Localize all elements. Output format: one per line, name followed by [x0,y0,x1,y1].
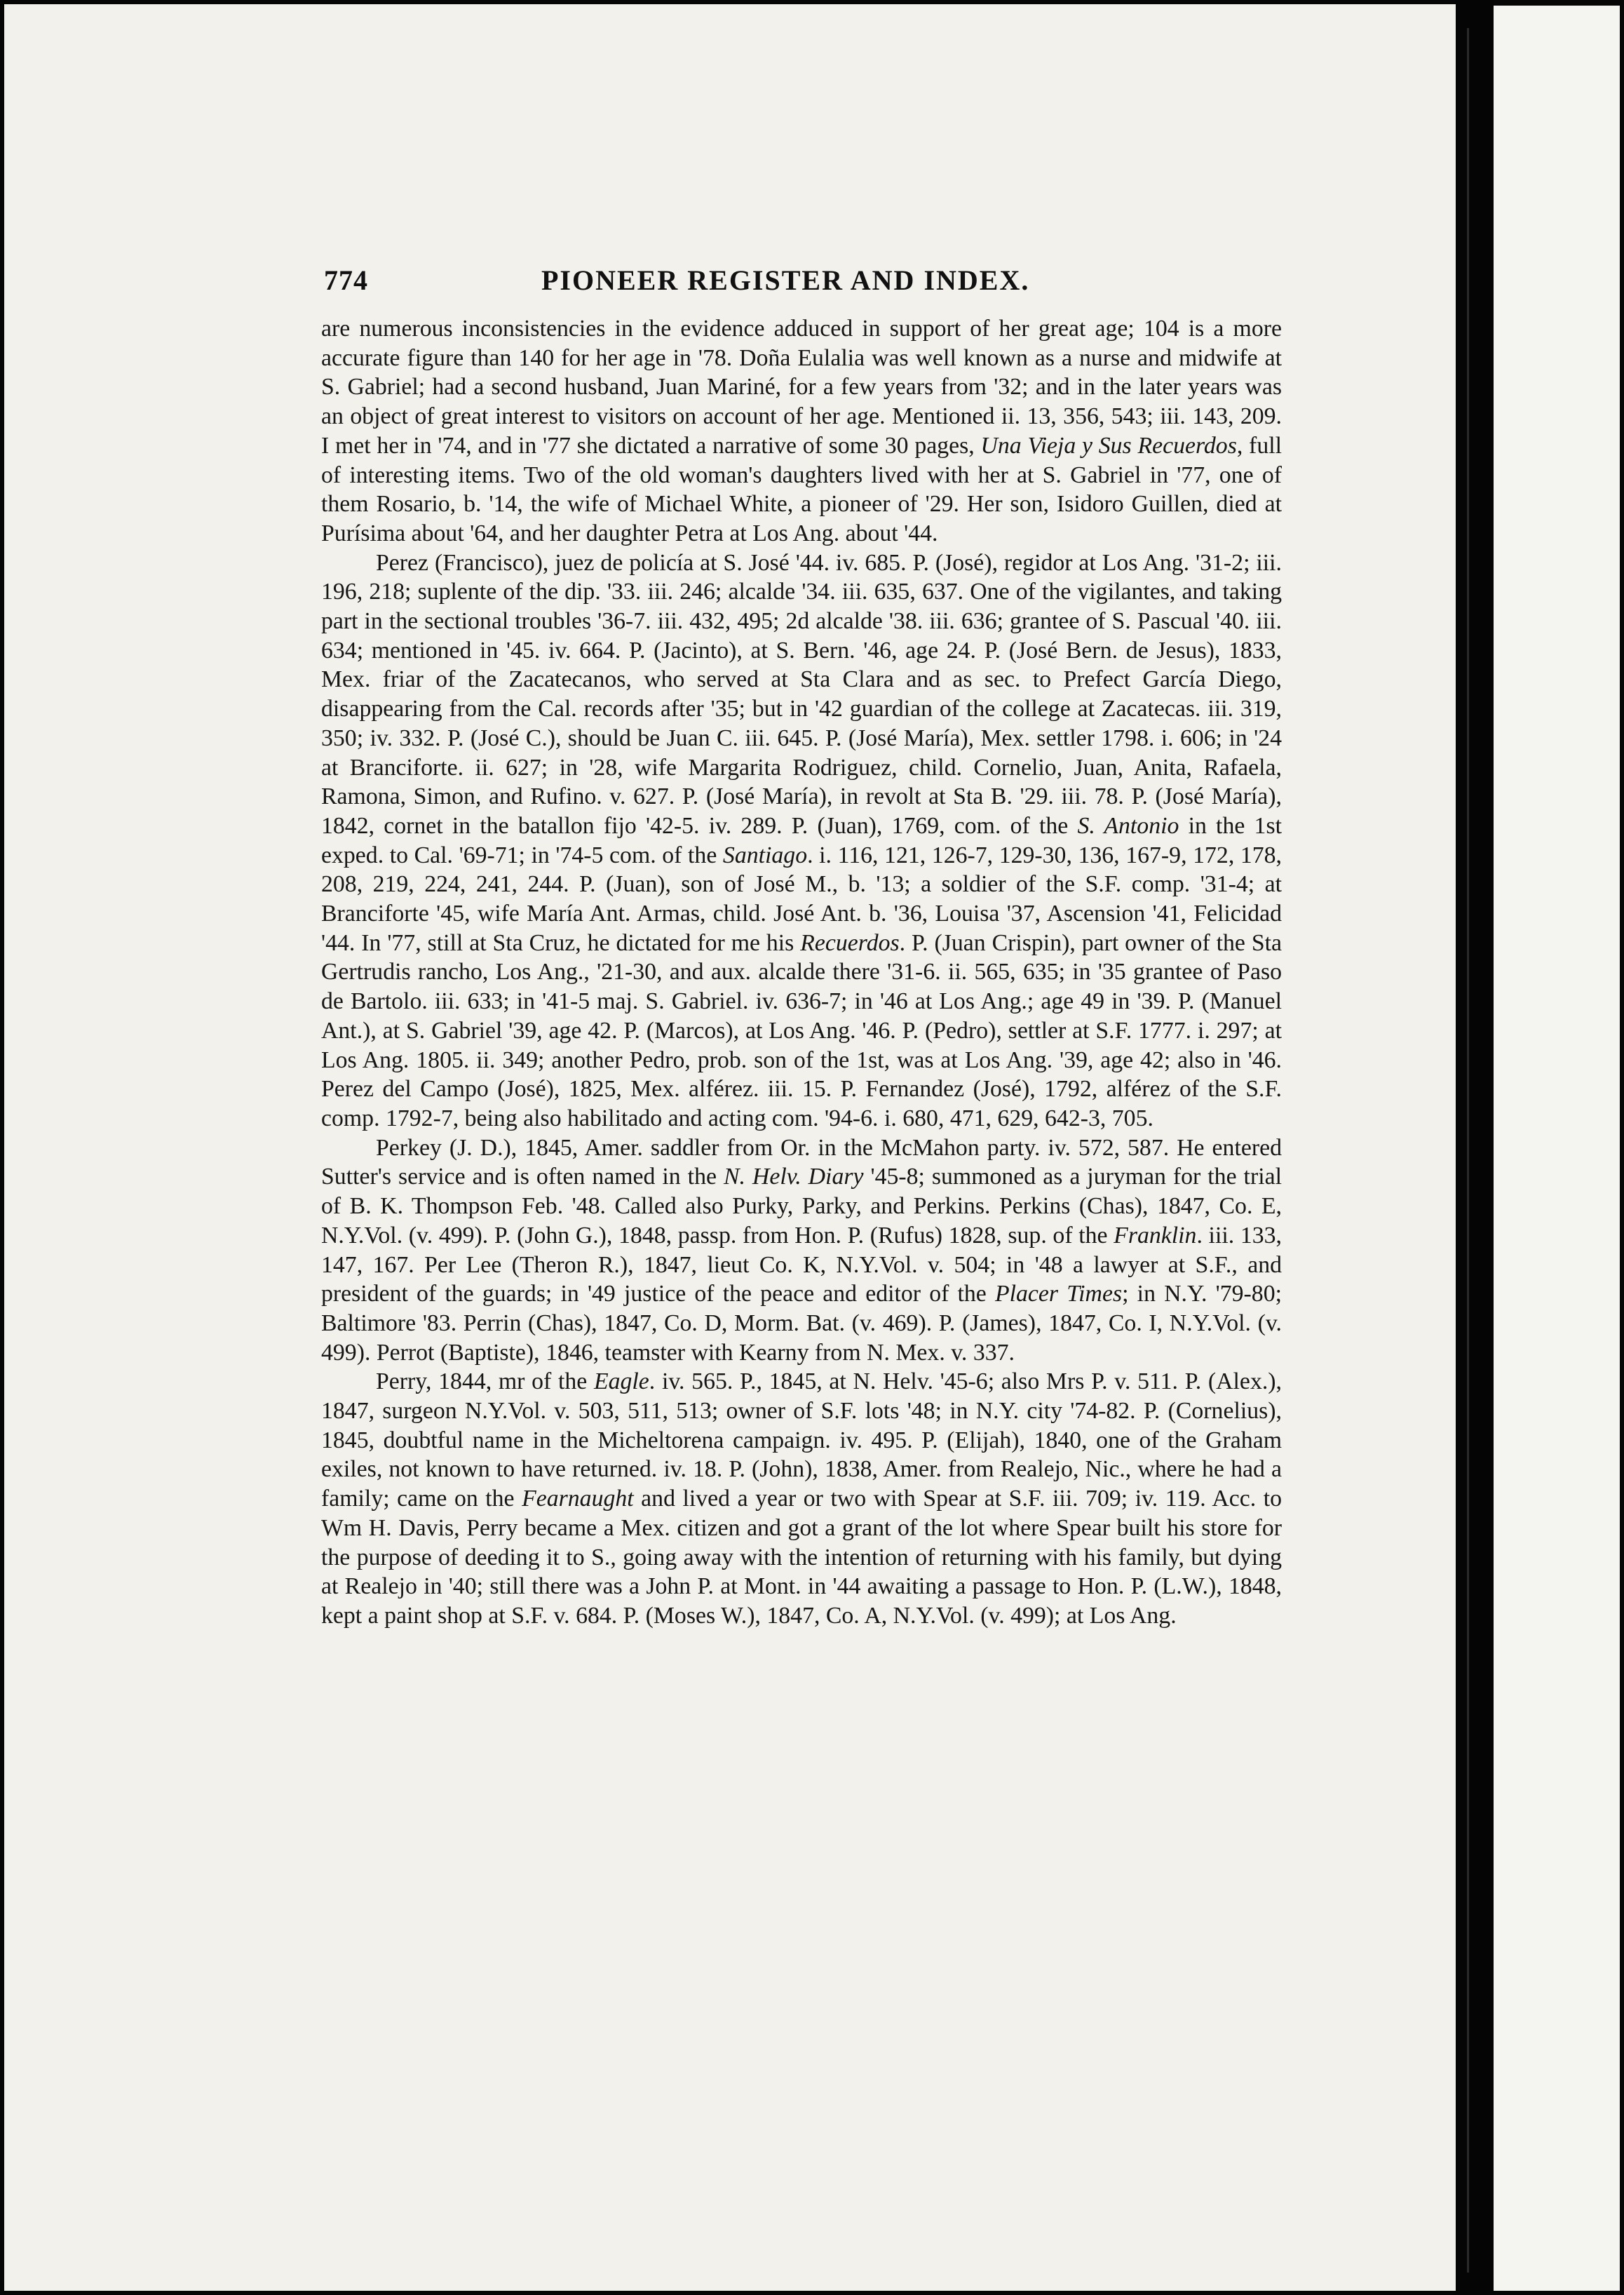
facing-page-edge [1494,6,1620,2291]
paragraph [321,1367,1282,1630]
text-run: are numerous inconsistencies in the evidence adduced in support of her great age; 104 is a more accurate figure than 140 for her age in '78. Doña Eulalia was well known as a nurse and midwife at S. Gabriel; had a second husband, Juan Mariné, for a few years from '32; and in the later years was an object of great interest to visitors on account of her age. Mentioned ii. 13, 356, 543; iii. 143, 209. I met her in '74, and in '77 she dictated a narrative of some 30 pages, [321,316,1282,459]
italic-title: Placer Times [994,1281,1123,1307]
text-run: . i. 116, 121, 126-7, 129-30, 136, 167-9, 172, 178, 208, 219, 224, 241, 244. P. (Juan), son of José M., b. '13; a soldier of the S.F. comp. '31-4; at Branciforte '45, wife María Ant. Armas, child. José Ant. b. '36, Louisa '37, Ascension '41, Felicidad '44. In '77, still at Sta Cruz, he dictated for me his [321,842,1283,956]
page-number: 774 [324,264,368,296]
italic-title: Eagle [593,1368,649,1395]
text-run: in the 1st exped. to Cal. '69-71; in '74-5 com. of the [321,812,1282,868]
book-page [4,4,1456,2291]
paragraph [321,314,1282,548]
italic-title: N. Helv. Diary [723,1164,864,1190]
text-run: . iii. 133, 147, 167. Per Lee (Theron R.), 1847, lieut Co. K, N.Y.Vol. v. 504; in '48 a lawyer at S.F., and president of the guards; in '49 justice of the peace and editor of the [321,1222,1282,1307]
italic-title: Recuerdos [800,929,900,956]
text-run: . iv. 565. P., 1845, at N. Helv. '45-6; also Mrs P. v. 511. P. (Alex.), 1847, surgeon N.Y.Vol. v. 503, 511, 513; owner of S.F. lots '48; in N.Y. city '74-82. P. (Cornelius), 1845, doubtful name in the Micheltorena campaign. iv. 495. P. (Elijah), 1840, one of the Graham exiles, not known to have returned. iv. 18. P. (John), 1838, Amer. from Realejo, Nic., where he had a family; came on the [321,1368,1282,1512]
body-text [321,314,1282,1631]
italic-title: Fearnaught [522,1486,634,1512]
text-run: Perry, 1844, mr of the [376,1368,594,1395]
italic-title: Franklin [1114,1222,1197,1249]
text-run: ; in N.Y. '79-80; Baltimore '83. Perrin (Chas), 1847, Co. D, Morm. Bat. (v. 469). P. (James), 1847, Co. I, N.Y.Vol. (v. 499). Perrot (Baptiste), 1846, teamster with Kearny from N. Mex. v. 337. [321,1281,1282,1366]
text-run: '45-8; summoned as a juryman for the trial of B. K. Thompson Feb. '48. Called also Purky, Parky, and Perkins. Perkins (Chas), 1847, Co. E, N.Y.Vol. (v. 499). P. (John G.), 1848, passp. from Hon. P. (Rufus) 1828, sup. of the [321,1164,1282,1249]
paragraph [321,1133,1282,1368]
italic-title: Santiago [722,842,808,868]
text-run: . P. (Juan Crispin), part owner of the Sta Gertrudis rancho, Los Ang., '21-30, and aux. alcalde there '31-6. ii. 565, 635; in '35 grantee of Paso de Bartolo. iii. 633; in '41-5 maj. S. Gabriel. iv. 636-7; in '46 at Los Ang.; age 49 in '39. P. (Manuel Ant.), at S. Gabriel '39, age 42. P. (Marcos), at Los Ang. '46. P. (Pedro), settler at S.F. 1777. i. 297; at Los Ang. 1805. ii. 349; another Pedro, prob. son of the 1st, was at Los Ang. '39, age 42; also in '46. Perez del Campo (José), 1825, Mex. alférez. iii. 15. P. Fernandez (José), 1792, alférez of the S.F. comp. 1792-7, being also habilitado and acting com. '94-6. i. 680, 471, 629, 642-3, 705. [321,929,1283,1131]
text-run: , full of interesting items. Two of the old woman's daughters lived with her at S. Gabriel in '77, one of them Rosario, b. '14, the wife of Michael White, a pioneer of '29. Her son, Isidoro Guillen, died at Purísima about '64, and her daughter Petra at Los Ang. about '44. [321,432,1282,546]
page-edge [1467,28,1469,2273]
book-gutter [1456,0,1494,2295]
text-run: and lived a year or two with Spear at S.F. iii. 709; iv. 119. Acc. to Wm H. Davis, Perry became a Mex. citizen and got a grant of the lot where Spear built his store for the purpose of deeding it to S., going away with the intention of returning with his family, but dying at Realejo in '40; still there was a John P. at Mont. in '44 awaiting a passage to Hon. P. (L.W.), 1848, kept a paint shop at S.F. v. 684. P. (Moses W.), 1847, Co. A, N.Y.Vol. (v. 499); at Los Ang. [321,1486,1282,1629]
text-run: Perkey (J. D.), 1845, Amer. saddler from Or. in the McMahon party. iv. 572, 587. He entered Sutter's service and is often named in the [321,1134,1282,1190]
running-title: PIONEER REGISTER AND INDEX. [541,264,1030,296]
italic-title: Una Vieja y Sus Recuerdos [980,432,1237,459]
paragraph [321,548,1282,1133]
page-header [324,258,1278,303]
text-run: Perez (Francisco), juez de policía at S. José '44. iv. 685. P. (José), regidor at Los Ang. '31-2; iii. 196, 218; suplente of the dip. '33. iii. 246; alcalde '34. iii. 635, 637. One of the vigilantes, and taking part in the sectional troubles '36-7. iii. 432, 495; 2d alcalde '38. iii. 636; grantee of S. Pascual '40. iii. 634; mentioned in '45. iv. 664. P. (Jacinto), at S. Bern. '46, age 24. P. (José Bern. de Jesus), 1833, Mex. friar of the Zacatecanos, who served at Sta Clara and as sec. to Prefect García Diego, disappearing from the Cal. records after '35; but in '42 guardian of the college at Zacatecas. iii. 319, 350; iv. 332. P. (José C.), should be Juan C. iii. 645. P. (José María), Mex. settler 1798. i. 606; in '24 at Branciforte. ii. 627; in '28, wife Margarita Rodriguez, child. Cornelio, Juan, Anita, Rafaela, Ramona, Simon, and Rufino. v. 627. P. (José María), in revolt at Sta B. '29. iii. 78. P. (José María), 1842, cornet in the batallon fijo '42-5. iv. 289. P. (Juan), 1769, com. of the [321,549,1282,839]
italic-title: S. Antonio [1077,812,1179,839]
